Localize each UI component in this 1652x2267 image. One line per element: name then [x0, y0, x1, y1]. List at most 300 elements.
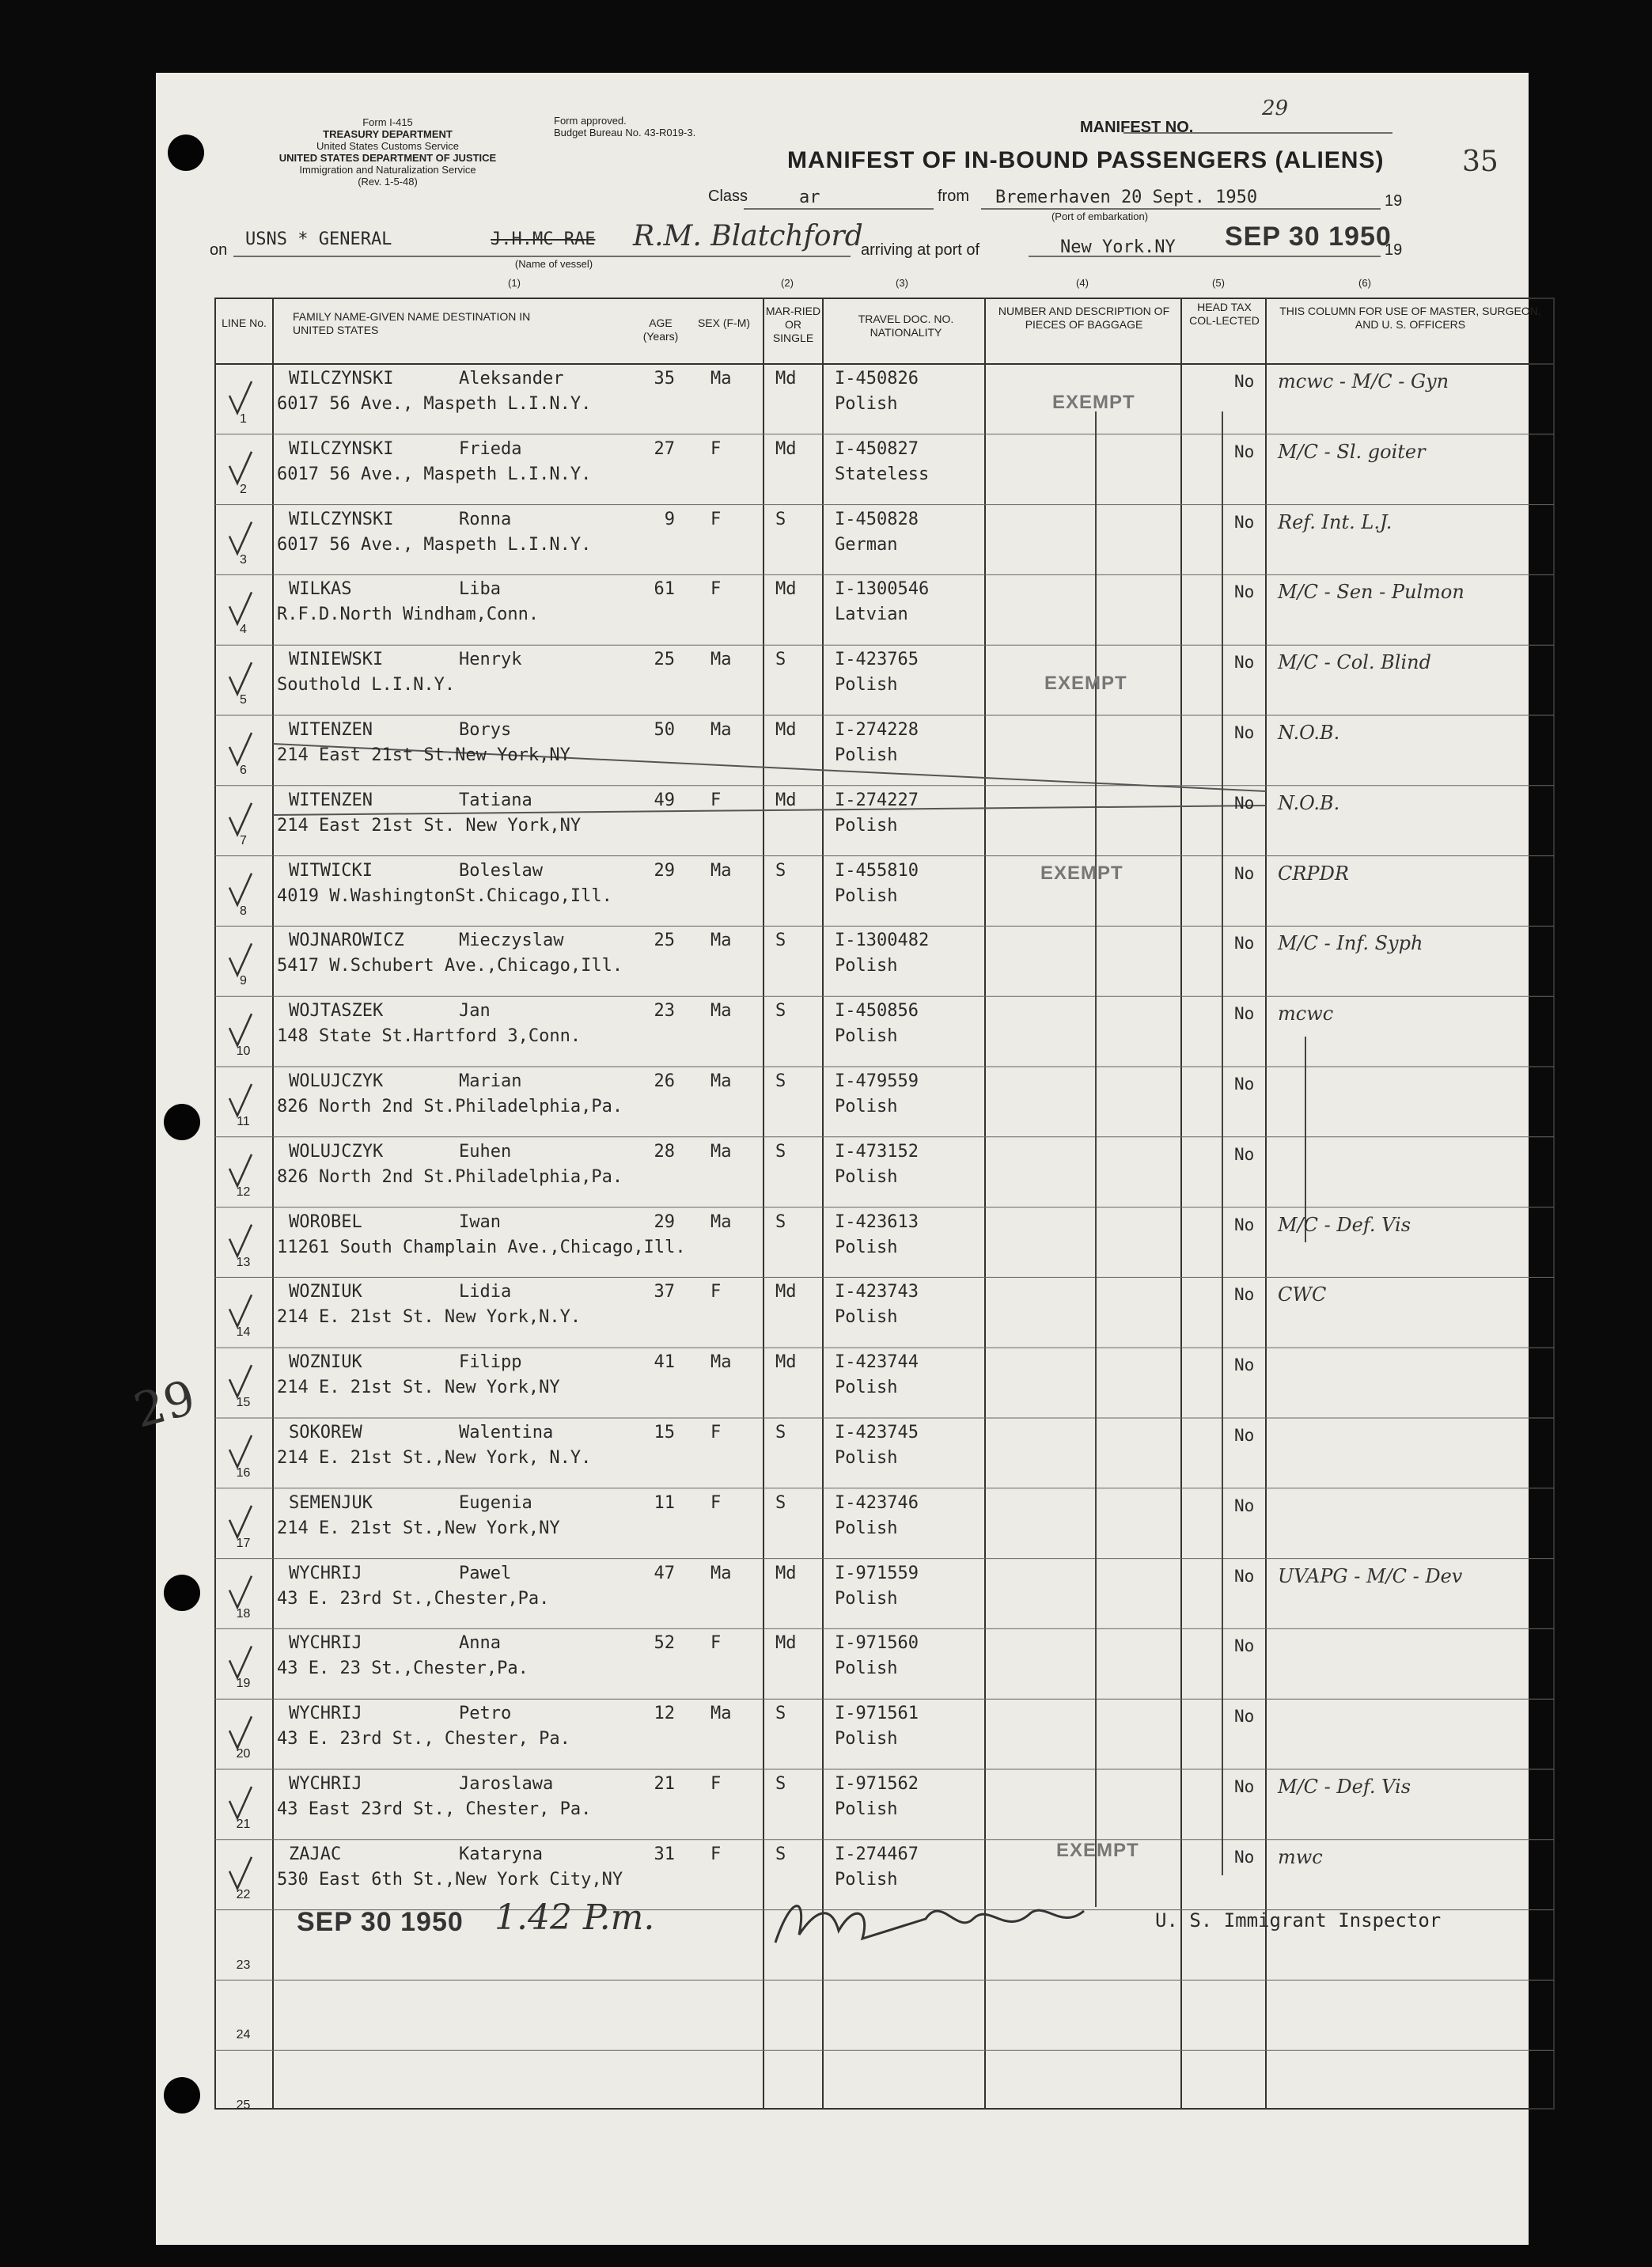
sex: F [710, 790, 722, 810]
line-number: 6 [240, 764, 247, 777]
destination: 43 E. 23rd St.,Chester,Pa. [277, 1588, 550, 1609]
nationality: German [835, 534, 898, 555]
age: 12 [654, 1704, 675, 1724]
vessel-caption: (Name of vessel) [514, 258, 593, 270]
sex: F [710, 509, 722, 529]
line-number: 5 [240, 693, 247, 707]
age: 47 [654, 1563, 675, 1583]
officer-note: mcwc - M/C - Gyn [1278, 370, 1449, 392]
marital-status: Md [775, 1352, 797, 1373]
sex: F [710, 1774, 722, 1794]
head-tax: No [1234, 1144, 1255, 1164]
check-mark [229, 662, 252, 694]
head-tax: No [1234, 934, 1255, 953]
class-value: ar [799, 188, 820, 207]
destination: 4019 W.WashingtonSt.Chicago,Ill. [277, 885, 612, 906]
sex: Ma [710, 1352, 732, 1373]
age: 37 [654, 1282, 675, 1302]
exempt-stamp: EXEMPT [1052, 392, 1135, 413]
travel-doc-no: I-1300546 [835, 579, 930, 600]
line-number: 18 [236, 1606, 251, 1621]
marital-status: S [775, 650, 786, 670]
header-travel-doc: TRAVEL DOC. NO. NATIONALITY [858, 313, 954, 339]
marital-status: Md [775, 720, 797, 740]
travel-doc-no: I-423613 [835, 1211, 919, 1232]
form-approved: Form approved. [554, 115, 627, 127]
officer-note: M/C - Sen - Pulmon [1278, 581, 1464, 604]
nationality: Polish [835, 1518, 898, 1538]
header-line-no: LINE No. [222, 317, 267, 329]
marital-status: S [775, 1704, 786, 1724]
col-number: (5) [1212, 277, 1225, 289]
sex: Ma [710, 650, 732, 670]
check-mark [229, 1365, 252, 1397]
head-tax: No [1234, 1355, 1255, 1375]
officer-note: mcwc [1278, 1003, 1334, 1025]
age: 23 [654, 1001, 675, 1022]
sex: F [710, 1492, 722, 1513]
col-number: (3) [896, 277, 908, 289]
nationality: Polish [835, 1729, 898, 1750]
revision: (Rev. 1-5-48) [358, 176, 418, 188]
manifest-no-value: 29 [1262, 97, 1289, 120]
officer-note: N.O.B. [1278, 722, 1340, 744]
nationality: Polish [835, 1166, 898, 1187]
marital-status: S [775, 1844, 786, 1864]
header-officers-use: THIS COLUMN FOR USE OF MASTER, SURGEON, AND U. S. OFFICERS [1279, 305, 1541, 331]
exempt-stamp: EXEMPT [1044, 673, 1127, 694]
line-number: 8 [240, 904, 247, 918]
given-name: Jan [459, 1001, 491, 1022]
family-name: WOZNIUK [289, 1352, 362, 1373]
destination: 5417 W.Schubert Ave.,Chicago,Ill. [277, 956, 623, 976]
destination: 826 North 2nd St.Philadelphia,Pa. [277, 1097, 623, 1116]
given-name: Marian [459, 1071, 522, 1091]
travel-doc-no: I-423745 [835, 1423, 919, 1442]
officer-note: CRPDR [1278, 862, 1349, 885]
budget-bureau: Budget Bureau No. 43-R019-3. [554, 127, 696, 138]
given-name: Pawel [459, 1563, 512, 1583]
year-suffix: 19 [1385, 192, 1403, 210]
col-number: (1) [508, 277, 521, 289]
head-tax: No [1234, 1075, 1255, 1094]
head-tax: No [1234, 863, 1255, 883]
footer-date-stamp: SEP 30 1950 [297, 1907, 464, 1937]
check-mark [229, 733, 252, 764]
destination: 43 East 23rd St., Chester, Pa. [277, 1799, 592, 1819]
manifest-no-label: MANIFEST NO. [1080, 119, 1194, 136]
check-mark [229, 1084, 252, 1116]
nationality: Polish [835, 1799, 898, 1819]
travel-doc-no: I-423746 [835, 1492, 919, 1513]
line-number: 14 [236, 1325, 251, 1340]
age: 35 [654, 369, 675, 389]
line-number: 17 [236, 1536, 251, 1550]
sex: Ma [710, 1001, 732, 1022]
check-mark [229, 1225, 252, 1257]
head-tax: No [1234, 1004, 1255, 1024]
line-number: 20 [236, 1747, 251, 1761]
age: 25 [654, 931, 675, 951]
given-name: Jaroslawa [459, 1774, 554, 1794]
age: 15 [654, 1423, 675, 1442]
travel-doc-no: I-423743 [835, 1282, 919, 1302]
age: 26 [654, 1071, 675, 1091]
nationality: Stateless [835, 464, 930, 484]
nationality: Polish [835, 394, 898, 414]
sex: F [710, 1423, 722, 1442]
line-number: 21 [236, 1818, 251, 1831]
destination: 826 North 2nd St.Philadelphia,Pa. [277, 1166, 623, 1187]
marital-status: Md [775, 790, 797, 810]
family-name: WITENZEN [289, 790, 373, 810]
age: 61 [654, 579, 675, 600]
marital-status: S [775, 1001, 786, 1022]
nationality: Polish [835, 956, 898, 976]
line-number: 16 [236, 1466, 251, 1480]
given-name: Eugenia [459, 1492, 532, 1513]
sex: F [710, 1844, 722, 1864]
family-name: WOJTASZEK [289, 1001, 384, 1022]
age: 28 [654, 1141, 675, 1162]
given-name: Kataryna [459, 1844, 543, 1864]
given-name: Tatiana [459, 790, 532, 810]
vessel-prefix: USNS * GENERAL [245, 229, 392, 249]
nationality: Polish [835, 1378, 898, 1398]
nationality: Polish [835, 1869, 898, 1890]
check-mark [229, 1435, 252, 1467]
nationality: Polish [835, 1588, 898, 1609]
check-mark [229, 943, 252, 975]
age: 27 [654, 438, 675, 459]
travel-doc-no: I-971559 [835, 1563, 919, 1583]
family-name: SEMENJUK [289, 1492, 373, 1513]
age: 11 [654, 1492, 675, 1513]
family-name: WINIEWSKI [289, 650, 384, 670]
sex: Ma [710, 1071, 732, 1091]
check-mark [229, 1787, 252, 1818]
line-number: 12 [236, 1185, 251, 1199]
check-mark [229, 592, 252, 624]
marital-status: S [775, 1492, 786, 1513]
head-tax: No [1234, 793, 1255, 813]
marital-status: S [775, 1141, 786, 1162]
travel-doc-no: I-971560 [835, 1633, 919, 1654]
age: 52 [654, 1633, 675, 1654]
head-tax: No [1234, 723, 1255, 742]
col-number: (2) [781, 277, 794, 289]
destination: 214 E. 21st St.,New York,NY [277, 1518, 560, 1538]
travel-doc-no: I-450828 [835, 509, 919, 529]
marital-status: Md [775, 438, 797, 459]
head-tax: No [1234, 1215, 1255, 1234]
head-tax: No [1234, 1426, 1255, 1445]
nationality: Polish [835, 1237, 898, 1257]
class-label: Class [708, 188, 748, 205]
age: 21 [654, 1774, 675, 1794]
marital-status: S [775, 1071, 786, 1091]
family-name: WYCHRIJ [289, 1633, 362, 1654]
family-name: WOJNAROWICZ [289, 931, 404, 951]
header-name: FAMILY NAME-GIVEN NAME DESTINATION IN UNITED STATES [293, 310, 531, 336]
destination: Southold L.I.N.Y. [277, 675, 456, 696]
officer-note: M/C - Def. Vis [1278, 1213, 1411, 1236]
given-name: Euhen [459, 1141, 512, 1162]
age: 49 [654, 790, 675, 810]
officer-note: Ref. Int. L.J. [1278, 510, 1392, 533]
given-name: Aleksander [459, 369, 564, 389]
travel-doc-no: I-450827 [835, 438, 919, 459]
travel-doc-no: I-274467 [835, 1844, 919, 1864]
given-name: Henryk [459, 650, 522, 670]
destination: 6017 56 Ave., Maspeth L.I.N.Y. [277, 464, 592, 484]
head-tax: No [1234, 512, 1255, 532]
travel-doc-no: I-450826 [835, 369, 919, 389]
head-tax: No [1234, 1777, 1255, 1796]
destination: 6017 56 Ave., Maspeth L.I.N.Y. [277, 394, 592, 414]
travel-doc-no: I-473152 [835, 1141, 919, 1162]
line-number: 25 [236, 2098, 251, 2113]
line-number: 4 [240, 623, 247, 637]
travel-doc-no: I-423744 [835, 1352, 919, 1373]
nationality: Polish [835, 815, 898, 836]
sex: F [710, 1633, 722, 1654]
check-mark [229, 1716, 252, 1748]
check-mark [229, 1646, 252, 1678]
destination: 6017 56 Ave., Maspeth L.I.N.Y. [277, 534, 592, 555]
officer-note: M/C - Col. Blind [1278, 651, 1431, 674]
line-number: 15 [236, 1396, 251, 1410]
destination: 43 E. 23rd St., Chester, Pa. [277, 1729, 570, 1750]
sex: Ma [710, 720, 732, 740]
justice-dept: UNITED STATES DEPARTMENT OF JUSTICE [278, 152, 497, 164]
check-mark [229, 874, 252, 905]
page-number: 35 [1462, 146, 1499, 178]
family-name: WYCHRIJ [289, 1563, 362, 1583]
nationality: Polish [835, 675, 898, 696]
age: 41 [654, 1352, 675, 1373]
header-sex: SEX (F-M) [697, 317, 751, 329]
family-name: SOKOREW [289, 1423, 362, 1442]
col-number: (6) [1358, 277, 1371, 289]
nationality: Polish [835, 1097, 898, 1116]
age: 31 [654, 1844, 675, 1864]
family-name: WOZNIUK [289, 1282, 362, 1302]
destination: 214 E. 21st St. New York,N.Y. [277, 1307, 582, 1328]
port-embarkation-caption: (Port of embarkation) [1051, 210, 1149, 222]
travel-doc-no: I-423765 [835, 650, 919, 670]
family-name: WITWICKI [289, 860, 373, 881]
line-number: 19 [236, 1677, 251, 1691]
line-number: 9 [240, 974, 247, 988]
sex: Ma [710, 1211, 732, 1232]
check-mark [229, 1014, 252, 1045]
customs-service: United States Customs Service [316, 140, 459, 152]
footer-time: 1.42 P.m. [494, 1897, 655, 1938]
nationality: Polish [835, 1307, 898, 1328]
arriving-port: New York.NY [1060, 237, 1176, 257]
sex: Ma [710, 1704, 732, 1724]
arrival-date-stamp: SEP 30 1950 [1225, 222, 1392, 252]
line-number: 13 [236, 1255, 251, 1269]
on-label: on [210, 241, 228, 259]
given-name: Filipp [459, 1352, 522, 1373]
line-number: 22 [236, 1887, 251, 1901]
margin-number: 29 [128, 1370, 202, 1439]
given-name: Borys [459, 720, 512, 740]
nationality: Latvian [835, 605, 908, 625]
form-number: Form I-415 [362, 116, 413, 128]
header-age: AGE (Years) [642, 317, 679, 343]
header-married: MAR-RIED OR SINGLE [765, 305, 821, 344]
family-name: WILCZYNSKI [289, 509, 394, 529]
check-mark [229, 1295, 252, 1326]
travel-doc-no: I-971561 [835, 1704, 919, 1724]
marital-status: S [775, 860, 786, 881]
head-tax: No [1234, 1707, 1255, 1727]
exempt-stamp: EXEMPT [1040, 862, 1123, 884]
head-tax: No [1234, 372, 1255, 391]
destination: 530 East 6th St.,New York City,NY [277, 1869, 623, 1890]
vessel-name: R.M. Blatchford [633, 220, 863, 252]
family-name: WOLUJCZYK [289, 1141, 384, 1162]
destination: 11261 South Champlain Ave.,Chicago,Ill. [277, 1237, 686, 1257]
line-number: 7 [240, 833, 247, 847]
family-name: WOROBEL [289, 1211, 362, 1232]
head-tax: No [1234, 1847, 1255, 1867]
nationality: Polish [835, 1659, 898, 1679]
given-name: Walentina [459, 1423, 554, 1442]
officer-note: M/C - Inf. Syph [1278, 932, 1423, 955]
check-mark [229, 803, 252, 835]
given-name: Iwan [459, 1211, 501, 1232]
head-tax: No [1234, 442, 1255, 461]
line-number: 24 [236, 2028, 251, 2042]
line-number: 1 [240, 412, 247, 426]
marital-status: S [775, 1211, 786, 1232]
sex: Ma [710, 1563, 732, 1583]
marital-status: Md [775, 579, 797, 600]
treasury-dept: TREASURY DEPARTMENT [323, 128, 453, 140]
marital-status: S [775, 1774, 786, 1794]
family-name: ZAJAC [289, 1844, 342, 1864]
inspector-label: U. S. Immigrant Inspector [1155, 1909, 1442, 1931]
destination: 43 E. 23 St.,Chester,Pa. [277, 1659, 529, 1679]
given-name: Boleslaw [459, 860, 543, 881]
check-mark [229, 1576, 252, 1608]
header-head-tax: HEAD TAX COL-LECTED [1189, 301, 1260, 327]
marital-status: S [775, 1423, 786, 1442]
sex: Ma [710, 1141, 732, 1162]
line-number: 2 [240, 482, 247, 496]
nationality: Polish [835, 885, 898, 906]
officer-note: mwc [1278, 1845, 1323, 1868]
given-name: Anna [459, 1633, 501, 1654]
sex: F [710, 579, 722, 600]
travel-doc-no: I-274227 [835, 790, 919, 810]
check-mark [229, 1506, 252, 1537]
marital-status: S [775, 509, 786, 529]
head-tax: No [1234, 1285, 1255, 1305]
sex: Ma [710, 369, 732, 389]
head-tax: No [1234, 1636, 1255, 1656]
sex: Ma [710, 860, 732, 881]
travel-doc-no: I-450856 [835, 1001, 919, 1022]
travel-doc-no: I-455810 [835, 860, 919, 881]
head-tax: No [1234, 1566, 1255, 1586]
travel-doc-no: I-479559 [835, 1071, 919, 1091]
given-name: Ronna [459, 509, 512, 529]
arriving-label: arriving at port of [861, 241, 980, 259]
given-name: Mieczyslaw [459, 931, 564, 951]
sex: Ma [710, 931, 732, 951]
page-title: MANIFEST OF IN-BOUND PASSENGERS (ALIENS) [787, 147, 1385, 173]
from-label: from [938, 188, 969, 205]
exempt-stamp: EXEMPT [1056, 1840, 1139, 1861]
given-name: Lidia [459, 1282, 512, 1302]
sex: F [710, 438, 722, 459]
family-name: WILCZYNSKI [289, 369, 394, 389]
line-number: 3 [240, 552, 247, 567]
marital-status: Md [775, 369, 797, 389]
family-name: WILKAS [289, 579, 352, 600]
vessel-struck: J.H.MC RAE [491, 229, 596, 249]
header-baggage: NUMBER AND DESCRIPTION OF PIECES OF BAGGAGE [998, 305, 1170, 331]
travel-doc-no: I-274228 [835, 720, 919, 740]
line-number: 11 [237, 1115, 250, 1128]
marital-status: S [775, 931, 786, 951]
check-mark [229, 1154, 252, 1186]
marital-status: Md [775, 1633, 797, 1654]
marital-status: Md [775, 1563, 797, 1583]
head-tax: No [1234, 1496, 1255, 1515]
officer-note: CWC [1278, 1283, 1327, 1306]
nationality: Polish [835, 745, 898, 765]
destination: 148 State St.Hartford 3,Conn. [277, 1026, 582, 1047]
marital-status: Md [775, 1282, 797, 1302]
age: 50 [654, 720, 675, 740]
nationality: Polish [835, 1448, 898, 1468]
year-suffix-2: 19 [1385, 241, 1403, 259]
given-name: Frieda [459, 438, 522, 459]
family-name: WILCZYNSKI [289, 438, 394, 459]
age: 25 [654, 650, 675, 670]
family-name: WYCHRIJ [289, 1704, 362, 1724]
destination: 214 East 21st St. New York,NY [277, 815, 582, 836]
sex: F [710, 1282, 722, 1302]
family-name: WOLUJCZYK [289, 1071, 384, 1091]
age: 29 [654, 1211, 675, 1232]
family-name: WYCHRIJ [289, 1774, 362, 1794]
officer-note: N.O.B. [1278, 791, 1340, 814]
destination: 214 E. 21st St.,New York, N.Y. [277, 1448, 592, 1468]
check-mark [229, 522, 252, 554]
line-number: 23 [236, 1958, 251, 1972]
col-number: (4) [1076, 277, 1089, 289]
head-tax: No [1234, 582, 1255, 602]
destination: R.F.D.North Windham,Conn. [277, 605, 540, 625]
officer-note: M/C - Sl. goiter [1278, 440, 1426, 463]
nationality: Polish [835, 1026, 898, 1047]
travel-doc-no: I-1300482 [835, 931, 930, 951]
travel-doc-no: I-971562 [835, 1774, 919, 1794]
check-mark [229, 1857, 252, 1889]
check-mark [229, 381, 252, 413]
destination: 214 East 21st St.New York,NY [277, 745, 570, 765]
inspector-signature [767, 1887, 1108, 1958]
head-tax: No [1234, 653, 1255, 673]
officer-note: M/C - Def. Vis [1278, 1776, 1411, 1798]
